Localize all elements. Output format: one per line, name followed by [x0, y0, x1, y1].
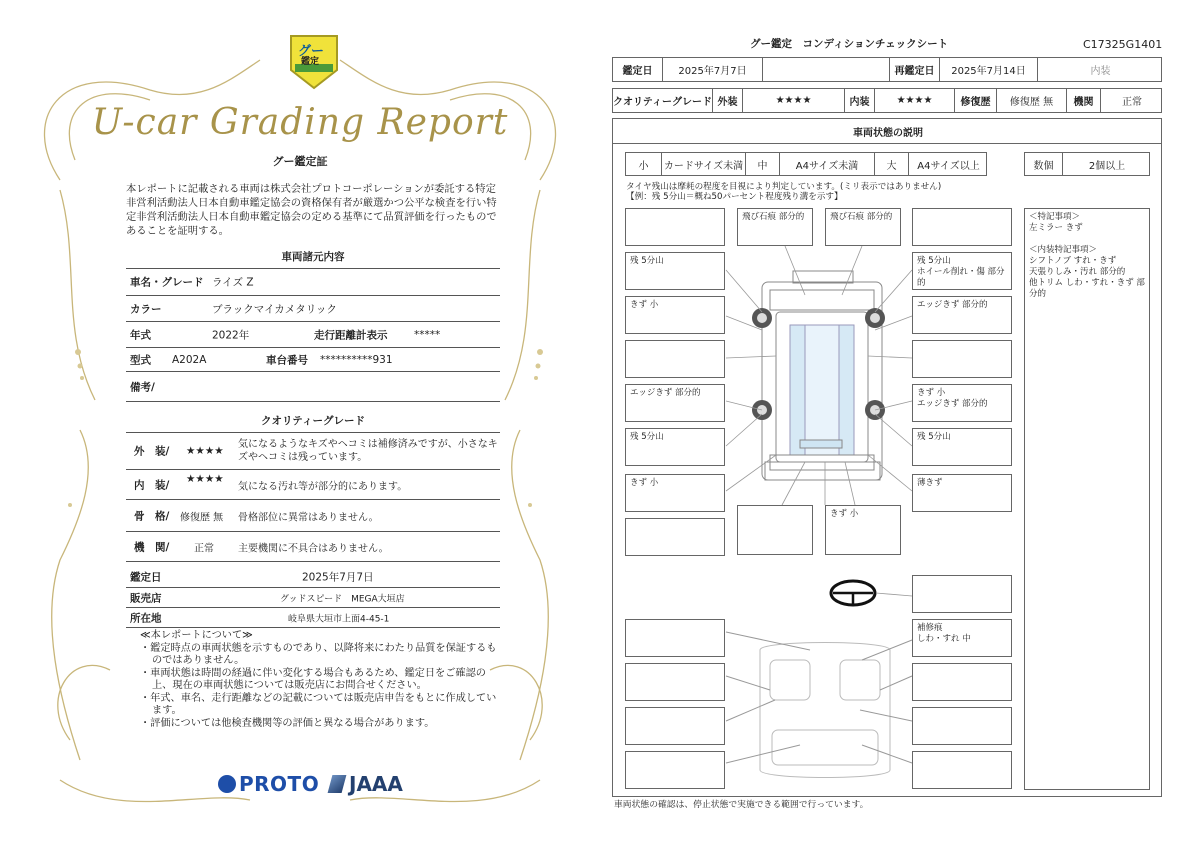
footer-row-date [126, 566, 500, 588]
damage-box-bottom-1 [737, 505, 813, 555]
inspection-date-value: 2025年7月7日 [663, 58, 763, 81]
note-2: ・車両状態は時間の経過に伴い変化する場合もあるため、鑑定日をご確認の上、現在の車両状態については販売店にお問合せください。 [140, 667, 486, 691]
repair-label: 修復歴 [955, 89, 997, 112]
reinspection-date-label: 再鑑定日 [890, 58, 940, 81]
interior-cell: 内装 [1090, 66, 1111, 77]
badge-bottom-text: 鑑定 [301, 57, 320, 67]
spec-heading: 車両諸元内容 [281, 251, 345, 263]
steering-box-2: 補修痕 しわ・すれ 中 [912, 619, 1012, 657]
damage-box-top-right: 飛び石痕 部分的 [825, 208, 901, 246]
quality-row-engine [126, 532, 500, 562]
engine-grade-value: 正常 [1122, 97, 1142, 108]
interior-box-right-1 [912, 663, 1012, 701]
report-notes [140, 630, 500, 730]
size-small-desc: カードサイズ未満 [662, 153, 746, 175]
note-1: ・鑑定時点の車両状態を示すものであり、以降将来にわたり品質を保証するものではありません。 [140, 642, 497, 666]
interior-box-left-2 [625, 663, 725, 701]
size-small: 小 [626, 153, 662, 175]
interior-box-right-2 [912, 707, 1012, 745]
certificate-heading: グー鑑定証 [272, 155, 328, 168]
spec-chassis-label: 車台番号 [266, 354, 308, 366]
spec-remarks-label: 備考/ [130, 381, 155, 393]
spec-model-label: 型式 [130, 354, 151, 366]
interior-box-right-3 [912, 751, 1012, 789]
condition-heading: 車両状態の説明 [853, 127, 923, 139]
frame-text: 骨格部位に異常はありません。 [238, 512, 379, 523]
damage-box-right-1 [912, 208, 1012, 246]
tire-note-1: タイヤ残山は摩耗の程度を目視により判定しています。(ミリ表示ではありません) [626, 182, 942, 192]
damage-box-bottom-2: きず 小 [825, 505, 901, 555]
jaaa-logo [330, 772, 403, 796]
proto-logo [218, 772, 319, 796]
interior-box-left-3 [625, 707, 725, 745]
jaaa-mark-icon [328, 775, 347, 793]
damage-box-top-left: 飛び石痕 部分的 [737, 208, 813, 246]
spec-name-value: ライズ Z [212, 276, 254, 289]
proto-mark-icon [218, 775, 236, 793]
size-large-desc: A4サイズ以上 [917, 160, 980, 172]
date-label: 鑑定日 [130, 571, 162, 583]
grade-label: クオリティーグレード [613, 89, 713, 112]
interior-text: 気になる汚れ等が部分的にあります。 [238, 481, 408, 492]
damage-box-left-5: エッジきず 部分的 [625, 384, 725, 422]
sheet-title: グー鑑定 コンディションチェックシート [750, 38, 949, 50]
engine-grade-label: 機関 [1067, 89, 1101, 112]
damage-box-left-4 [625, 340, 725, 378]
goo-badge [287, 30, 341, 92]
damage-box-right-6: 残 5分山 [912, 428, 1012, 466]
condition-check-sheet [600, 0, 1200, 848]
grade-int-label: 内装 [845, 89, 875, 112]
spec-model-value: A202A [172, 353, 207, 366]
damage-box-right-2: 残 5分山 ホイール削れ・傷 部分的 [912, 252, 1012, 290]
footer-row-address [126, 608, 500, 628]
quality-row-exterior [126, 432, 500, 470]
size-large: 大 [875, 153, 909, 175]
spec-mileage-value: ***** [414, 328, 441, 341]
engine-label: 機 関/ [134, 541, 170, 553]
grade-int-stars: ★★★★ [875, 89, 955, 112]
damage-box-right-4 [912, 340, 1012, 378]
tire-note-2: 【例：残 5分山＝概ね50パーセント程度残り溝を示す】 [626, 192, 843, 202]
damage-box-left-7: きず 小 [625, 474, 725, 512]
spec-year-value: 2022年 [212, 329, 250, 341]
spec-year-label: 年式 [130, 329, 151, 341]
count-label: 数個 [1025, 153, 1063, 175]
size-medium: 中 [746, 153, 780, 175]
damage-box-left-8 [625, 518, 725, 556]
interior-box-left-1 [625, 619, 725, 657]
damage-box-right-7: 薄きず [912, 474, 1012, 512]
notes-heading: ≪本レポートについて≫ [140, 630, 253, 641]
spec-row-remarks [126, 372, 500, 402]
proto-logo-text: PROTO [239, 772, 320, 796]
count-value: 2個以上 [1088, 160, 1126, 172]
spec-row-name [126, 268, 500, 296]
reinspection-date-value: 2025年7月14日 [940, 58, 1038, 81]
shop-label: 販売店 [130, 592, 162, 604]
steering-wheel-icon [831, 581, 875, 605]
note-4: ・評価については他検査機関等の評価と異なる場合があります。 [140, 717, 435, 729]
interior-box-left-4 [625, 751, 725, 789]
spec-row-year [126, 322, 500, 348]
damage-box-right-3: エッジきず 部分的 [912, 296, 1012, 334]
exterior-stars: ★★★★ [186, 445, 224, 457]
damage-box-left-3: きず 小 [625, 296, 725, 334]
certificate-intro: 本レポートに記載される車両は株式会社プロトコーポレーションが委託する特定非営利活動法人日本自動車鑑定協会の資格保有者が厳選かつ公平な検査を行い特定非営利活動法人日本自動車鑑定協会の定める基準にて品質評価を行ったものであることを証明する。 [126, 183, 497, 237]
damage-box-right-5: きず 小 エッジきず 部分的 [912, 384, 1012, 422]
spec-row-model [126, 348, 500, 372]
report-title: U-car Grading Report [91, 102, 509, 143]
sheet-code: C17325G1401 [1083, 38, 1163, 51]
address-label: 所在地 [130, 612, 162, 624]
engine-value: 正常 [194, 543, 214, 554]
spec-name-label: 車名・グレード [130, 276, 204, 289]
date-value: 2025年7月7日 [302, 571, 374, 583]
quality-row-interior [126, 470, 500, 500]
interior-label: 内 装/ [134, 479, 170, 491]
spec-chassis-value: **********931 [320, 353, 393, 366]
spec-color-label: カラー [130, 303, 162, 315]
footer-row-shop [126, 588, 500, 608]
jaaa-logo-text: JAAA [349, 772, 403, 796]
damage-box-left-2: 残 5分山 [625, 252, 725, 290]
engine-text: 主要機関に不具合はありません。 [238, 543, 389, 554]
interior-stars: ★★★★ [186, 472, 224, 485]
spec-color-value: ブラックマイカメタリック [212, 303, 337, 315]
quality-heading: クオリティーグレード [261, 415, 365, 427]
address-value: 岐阜県大垣市上面4-45-1 [288, 614, 390, 624]
spec-row-color [126, 296, 500, 322]
exterior-label: 外 装/ [134, 445, 170, 458]
frame-label: 骨 格/ [134, 510, 170, 522]
badge-top-text: グー [298, 44, 325, 59]
shop-value: グッドスピード MEGA大垣店 [280, 594, 405, 604]
repair-value: 修復歴 無 [997, 89, 1067, 112]
sheet-footnote: 車両状態の確認は、停止状態で実施できる範囲で行っています。 [614, 800, 869, 810]
inspection-date-label: 鑑定日 [613, 58, 663, 81]
size-medium-desc: A4サイズ未満 [780, 153, 875, 175]
special-notes-box: ＜特記事項＞ 左ミラー きず ＜内装特記事項＞ シフトノブ すれ・きず 天張りしみ・汚れ 部分的 他トリム しわ・すれ・きず 部分的 [1024, 208, 1150, 790]
damage-box-left-6: 残 5分山 [625, 428, 725, 466]
damage-box-front-left-1 [625, 208, 725, 246]
quality-row-frame [126, 500, 500, 532]
spec-mileage-label: 走行距離計表示 [314, 329, 388, 341]
note-3: ・年式、車名、走行距離などの記載については販売店申告をもとに作成しています。 [140, 692, 497, 716]
grade-ext-label: 外装 [713, 89, 743, 112]
grade-ext-stars: ★★★★ [743, 89, 845, 112]
steering-box-1 [912, 575, 1012, 613]
exterior-text: 気になるようなキズやヘコミは補修済みですが、小さなキズやヘコミは残っています。 [238, 439, 498, 463]
frame-value: 修復歴 無 [180, 512, 224, 523]
